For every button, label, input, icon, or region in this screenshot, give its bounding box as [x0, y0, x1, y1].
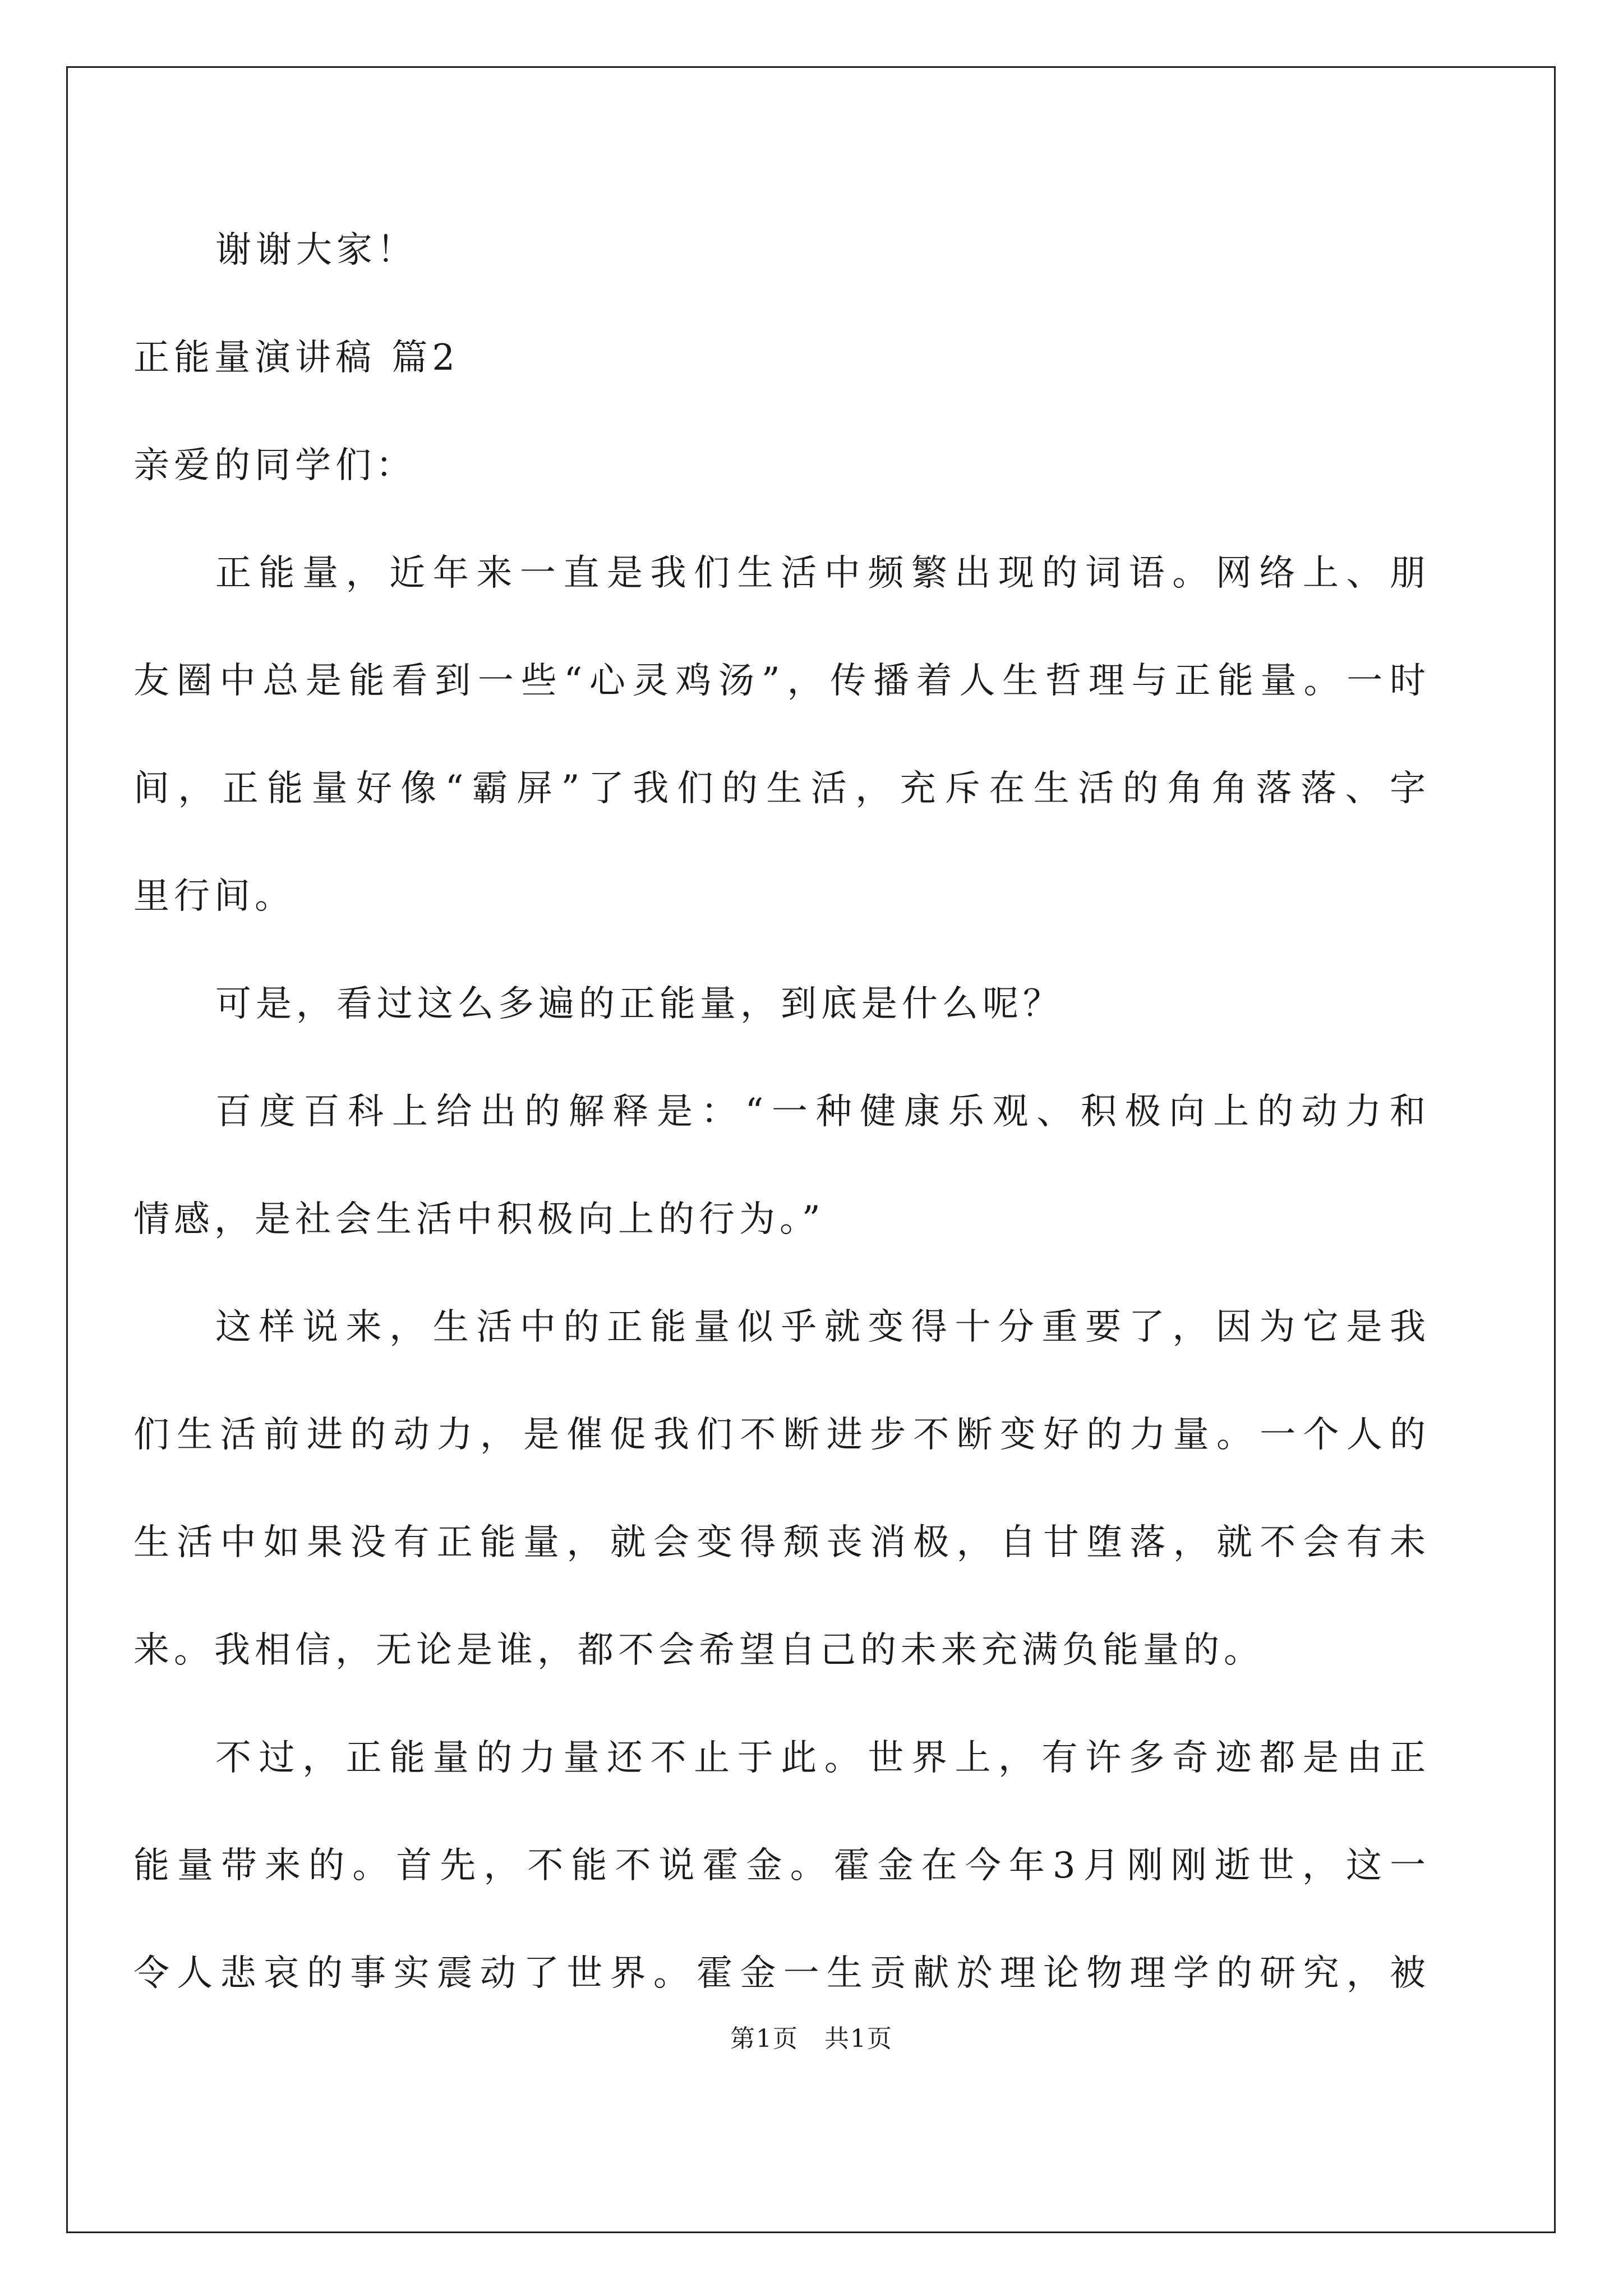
- paragraph-line: 不过，正能量的力量还不止于此。世界上，有许多奇迹都是由正: [215, 1737, 1426, 1779]
- paragraph-line: 间，正能量好像“霸屏”了我们的生活，充斥在生活的角角落落、字: [133, 768, 1426, 809]
- paragraph-line: 们生活前进的动力，是催促我们不断进步不断变好的力量。一个人的: [133, 1414, 1426, 1456]
- paragraph-line: 令人悲哀的事实震动了世界。霍金一生贡献於理论物理学的研究，被: [133, 1953, 1426, 1994]
- paragraph-line: 可是，看过这么多遍的正能量，到底是什么呢？: [215, 983, 1063, 1025]
- paragraph-line: 生活中如果没有正能量，就会变得颓丧消极，自甘堕落，就不会有未: [133, 1522, 1426, 1563]
- paragraph-line: 正能量，近年来一直是我们生活中频繁出现的词语。网络上、朋: [215, 553, 1426, 594]
- salutation: 亲爱的同学们：: [133, 445, 416, 486]
- page-footer: 第1页 共1页: [730, 2024, 893, 2053]
- paragraph-line: 友圈中总是能看到一些“心灵鸡汤”，传播着人生哲理与正能量。一时: [133, 660, 1426, 702]
- paragraph-line: 百度百科上给出的解释是：“一种健康乐观、积极向上的动力和: [215, 1091, 1426, 1133]
- page-border: [66, 66, 1556, 2233]
- paragraph-line: 这样说来，生活中的正能量似乎就变得十分重要了，因为它是我: [215, 1306, 1426, 1348]
- closing-line: 谢谢大家！: [215, 229, 417, 271]
- paragraph-line: 能量带来的。首先，不能不说霍金。霍金在今年3月刚刚逝世，这一: [133, 1845, 1426, 1887]
- paragraph-line: 情感，是社会生活中积极向上的行为。”: [133, 1199, 825, 1240]
- paragraph-line: 来。我相信，无论是谁，都不会希望自己的未来充满负能量的。: [133, 1630, 1264, 1671]
- section-heading: 正能量演讲稿 篇2: [133, 337, 460, 379]
- paragraph-line: 里行间。: [133, 876, 295, 917]
